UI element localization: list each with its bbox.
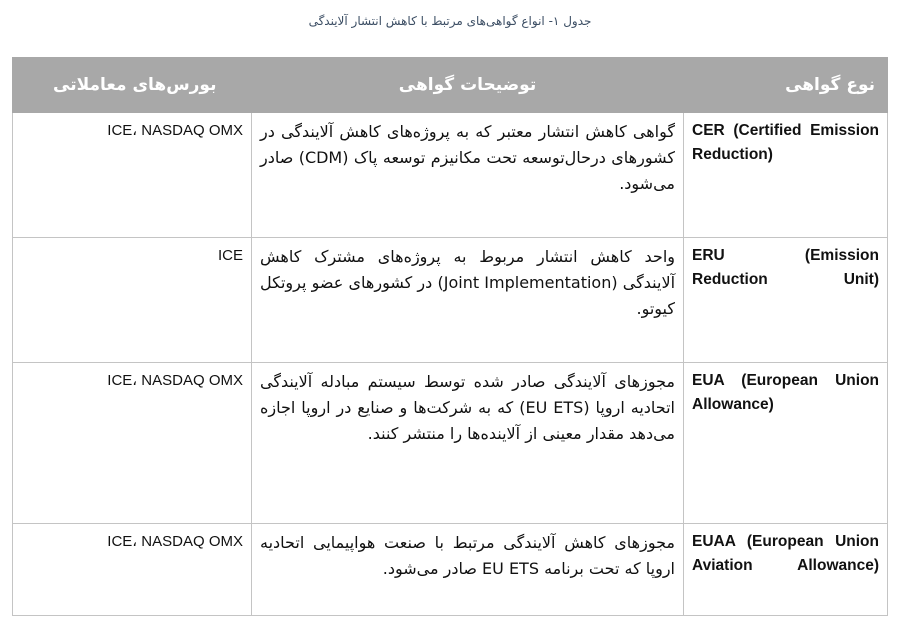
table-caption: جدول ۱- انواع گواهی‌های مرتبط با کاهش انتشار آلایندگی bbox=[308, 14, 592, 28]
certificate-type: ERU (Emission Reduction Unit) bbox=[684, 238, 888, 363]
certificate-exchanges: ICE، NASDAQ OMX bbox=[13, 113, 252, 238]
header-exchanges: بورس‌های معاملاتی bbox=[13, 58, 252, 113]
table-row bbox=[13, 238, 888, 363]
certificates-table bbox=[12, 57, 888, 616]
certificate-type: CER (Certified Emission Reduction) bbox=[684, 113, 888, 238]
certificate-exchanges: ICE، NASDAQ OMX bbox=[13, 363, 252, 524]
certificate-type: EUA (European Union Allowance) bbox=[684, 363, 888, 524]
certificate-exchanges: ICE، NASDAQ OMX bbox=[13, 524, 252, 616]
certificate-description: گواهی کاهش انتشار معتبر که به پروژه‌های کاهش آلایندگی در کشورهای درحال‌توسعه تحت مکانیزم توسعه پاک (CDM) صادر می‌شود. bbox=[252, 113, 684, 238]
table-row bbox=[13, 524, 888, 616]
certificate-exchanges: ICE bbox=[13, 238, 252, 363]
table-header-row bbox=[13, 58, 888, 113]
header-description: توضیحات گواهی bbox=[252, 58, 684, 113]
certificate-description: واحد کاهش انتشار مربوط به پروژه‌های مشترک کاهش آلایندگی (Joint Implementation) در کشورهای عضو پروتکل کیوتو. bbox=[252, 238, 684, 363]
certificate-description: مجوزهای کاهش آلایندگی مرتبط با صنعت هواپیمایی اتحادیه اروپا که تحت برنامه EU ETS صادر می‌شود. bbox=[252, 524, 684, 616]
table-row bbox=[13, 363, 888, 524]
certificate-type: EUAA (European Union Aviation Allowance) bbox=[684, 524, 888, 616]
header-type: نوع گواهی bbox=[684, 58, 888, 113]
certificate-description: مجوزهای آلایندگی صادر شده توسط سیستم مبادله آلایندگی اتحادیه اروپا (EU ETS) که به شرکت‌ها و صنایع در اروپا اجازه می‌دهد مقدار معینی از آلاینده‌ها را منتشر کنند. bbox=[252, 363, 684, 524]
table-row bbox=[13, 113, 888, 238]
